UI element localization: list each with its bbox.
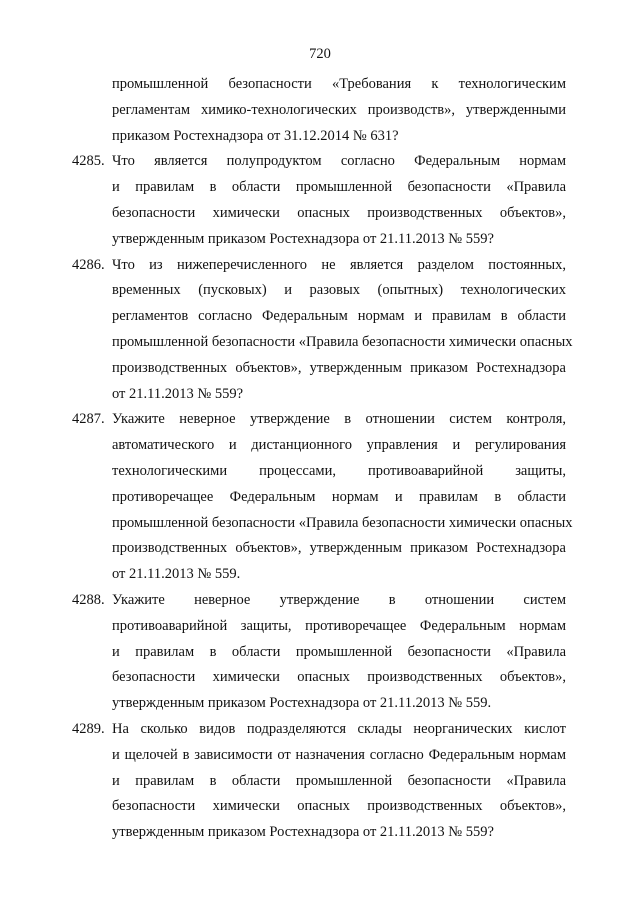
question-text-line: Что из нижеперечисленного не является разделом постоянных, xyxy=(112,256,566,273)
question-text-line: утвержденным приказом Ростехнадзора от 21.11.2013 № 559? xyxy=(112,230,494,247)
question-text-line: регламентов согласно Федеральным нормам и правилам в области xyxy=(112,308,566,325)
question-text-line: безопасности химически опасных производственных объектов», xyxy=(112,204,566,221)
question-item xyxy=(72,588,566,717)
question-text-line: автоматического и дистанционного управления и регулирования xyxy=(112,437,566,454)
question-text-line: противоречащее Федеральным нормам и правилам в области xyxy=(112,488,566,505)
question-item xyxy=(72,407,573,588)
question-text-line: и правилам в области промышленной безопасности «Правила xyxy=(112,179,566,196)
question-text-line: утвержденным приказом Ростехнадзора от 21.11.2013 № 559. xyxy=(112,695,492,712)
question-text-line: Укажите неверное утверждение в отношении систем контроля, xyxy=(112,411,566,428)
question-text-line: противоаварийной защиты, противоречащее Федеральным нормам xyxy=(112,617,566,634)
question-text-line: от 21.11.2013 № 559. xyxy=(112,566,241,583)
question-text-line: и щелочей в зависимости от назначения согласно Федеральным нормам xyxy=(112,746,566,763)
question-text-line: безопасности химически опасных производственных объектов», xyxy=(112,798,566,815)
question-number: 4286. xyxy=(72,256,105,273)
question-text-line: Укажите неверное утверждение в отношении систем xyxy=(112,591,566,608)
question-text-line: регламентам химико-технологических производств», утвержденными xyxy=(112,101,566,118)
question-text-line: промышленной безопасности «Правила безопасности химически опасных xyxy=(112,333,573,350)
question-number: 4285. xyxy=(72,153,105,170)
document-body xyxy=(72,72,573,846)
page-number: 720 xyxy=(309,46,331,62)
question-text-line: Что является полупродуктом согласно Федеральным нормам xyxy=(112,153,566,170)
question-number: 4287. xyxy=(72,411,105,428)
question-text-line: безопасности химически опасных производственных объектов», xyxy=(112,669,566,686)
question-text-line: промышленной безопасности «Требования к технологическим xyxy=(112,76,566,92)
question-text-line: и правилам в области промышленной безопасности «Правила xyxy=(112,772,566,789)
question-text-line: и правилам в области промышленной безопасности «Правила xyxy=(112,643,566,660)
question-number: 4288. xyxy=(72,591,105,608)
question-text-line: На сколько видов подразделяются склады неорганических кислот xyxy=(112,720,566,737)
question-text-line: временных (пусковых) и разовых (опытных) технологических xyxy=(112,282,566,299)
question-text-line: промышленной безопасности «Правила безопасности химически опасных xyxy=(112,514,573,531)
question-item xyxy=(72,717,566,846)
question-continuation xyxy=(72,72,566,149)
question-text-line: от 21.11.2013 № 559? xyxy=(112,385,244,402)
question-number: 4289. xyxy=(72,720,105,737)
question-item xyxy=(72,149,566,252)
question-text-line: технологическими процессами, противоаварийной защиты, xyxy=(112,462,566,479)
question-text-line: утвержденным приказом Ростехнадзора от 21.11.2013 № 559? xyxy=(112,824,494,841)
question-text-line: производственных объектов», утвержденным приказом Ростехнадзора xyxy=(112,359,566,376)
question-text-line: приказом Ростехнадзора от 31.12.2014 № 631? xyxy=(112,127,399,144)
question-item xyxy=(72,253,573,408)
question-text-line: производственных объектов», утвержденным приказом Ростехнадзора xyxy=(112,540,566,557)
